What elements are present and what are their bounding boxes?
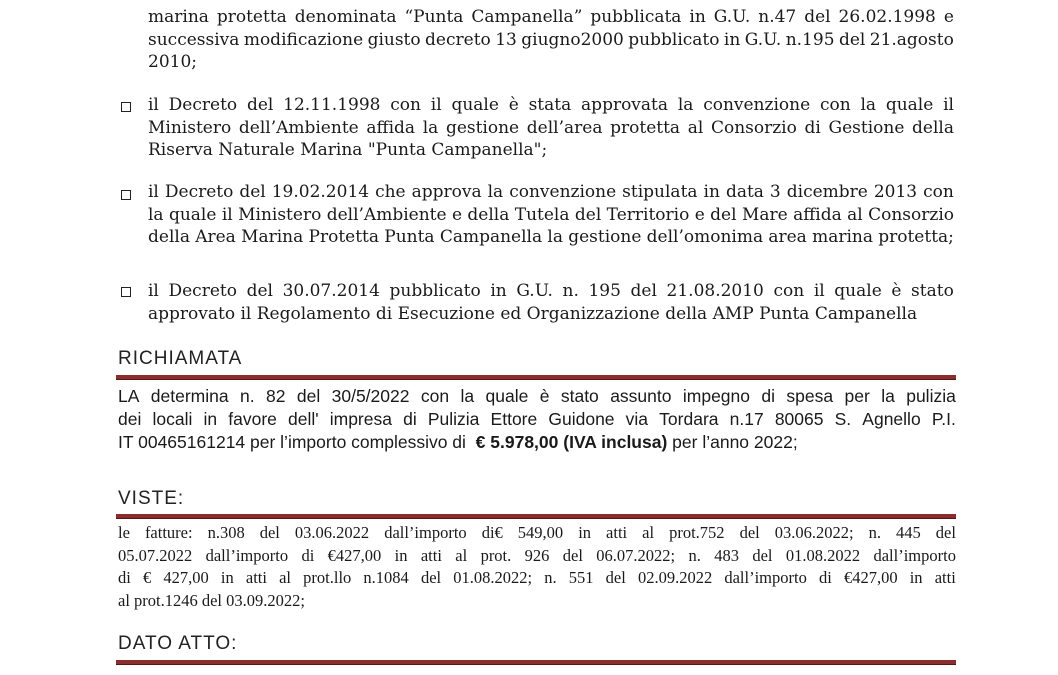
richiamata-line-3-text: IT 00465161214 per l’importo complessivo di	[118, 432, 466, 452]
viste-line-4: al prot.1246 del 03.09.2022;	[118, 590, 305, 610]
section-divider	[116, 660, 956, 665]
richiamata-line-1: LA determina n. 82 del 30/5/2022 con la quale è stato assunto impegno di spesa per la pulizia	[118, 386, 956, 406]
richiamata-line-3	[118, 431, 956, 454]
bullet-4-line-2: approvato il Regolamento di Esecuzione ed Organizzazione della AMP Punta Campanella	[148, 303, 918, 324]
section-divider	[116, 375, 956, 380]
section-heading-richiamata: RICHIAMATA	[118, 348, 243, 369]
checkbox-bullet-icon	[121, 190, 131, 200]
section-heading-viste: VISTE:	[118, 488, 185, 509]
checkbox-bullet-icon	[121, 102, 131, 112]
bullet-text-3	[148, 181, 954, 249]
section-divider	[116, 514, 956, 519]
bullet-1-line-3: 2010;	[148, 52, 197, 72]
bullet-2-line-3: Riserva Naturale Marina "Punta Campanella";	[148, 140, 548, 160]
viste-line-2: 05.07.2022 dall’importo di €427,00 in atti al prot. 926 del 06.07.2022; n. 483 del 01.08.2022 dall’importo	[118, 545, 956, 565]
bullet-3-line-2: la quale il Ministero dell’Ambiente e della Tutela del Territorio e del Mare affida al Consorzio	[148, 204, 954, 225]
bullet-3-line-3: della Area Marina Protetta Punta Campanella la gestione dell’omonima area marina protetta;	[148, 227, 954, 247]
bullet-text-1	[148, 6, 954, 74]
bullet-2-line-2: Ministero dell’Ambiente affida la gestione dell’area protetta al Consorzio di Gestione della	[148, 117, 954, 138]
bullet-1-line-2: successiva modificazione giusto decreto 13 giugno2000 pubblicato in G.U. n.195 del 21.agosto	[148, 29, 954, 50]
viste-line-3: di € 427,00 in atti al prot.llo n.1084 del 01.08.2022; n. 551 del 02.09.2022 dall’importo di €427,00 in atti	[118, 568, 956, 587]
checkbox-bullet-icon	[121, 287, 131, 297]
richiamata-paragraph	[118, 385, 956, 454]
bullet-text-2	[148, 94, 954, 162]
richiamata-line-2: dei locali in favore dell' impresa di Pulizia Ettore Guidone via Tordara n.17 80065 S. Agnello P.I.	[118, 409, 956, 429]
section-heading-dato-atto: DATO ATTO:	[118, 633, 238, 654]
bullet-3-line-1: il Decreto del 19.02.2014 che approva la convenzione stipulata in data 3 dicembre 2013 con	[148, 182, 954, 202]
richiamata-tail: per l’anno 2022;	[672, 432, 798, 452]
richiamata-amount: € 5.978,00 (IVA inclusa)	[475, 432, 668, 452]
viste-line-1: le fatture: n.308 del 03.06.2022 dall’importo di€ 549,00 in atti al prot.752 del 03.06.2022; n. 445 del	[118, 523, 956, 542]
viste-paragraph	[118, 522, 956, 612]
bullet-text-4	[148, 280, 954, 325]
bullet-2-line-1: il Decreto del 12.11.1998 con il quale è stata approvata la convenzione con la quale il	[148, 95, 954, 115]
bullet-1-line-1: marina protetta denominata “Punta Campanella” pubblicata in G.U. n.47 del 26.02.1998 e	[148, 7, 954, 27]
bullet-4-line-1: il Decreto del 30.07.2014 pubblicato in G.U. n. 195 del 21.08.2010 con il quale è stato	[148, 281, 954, 301]
